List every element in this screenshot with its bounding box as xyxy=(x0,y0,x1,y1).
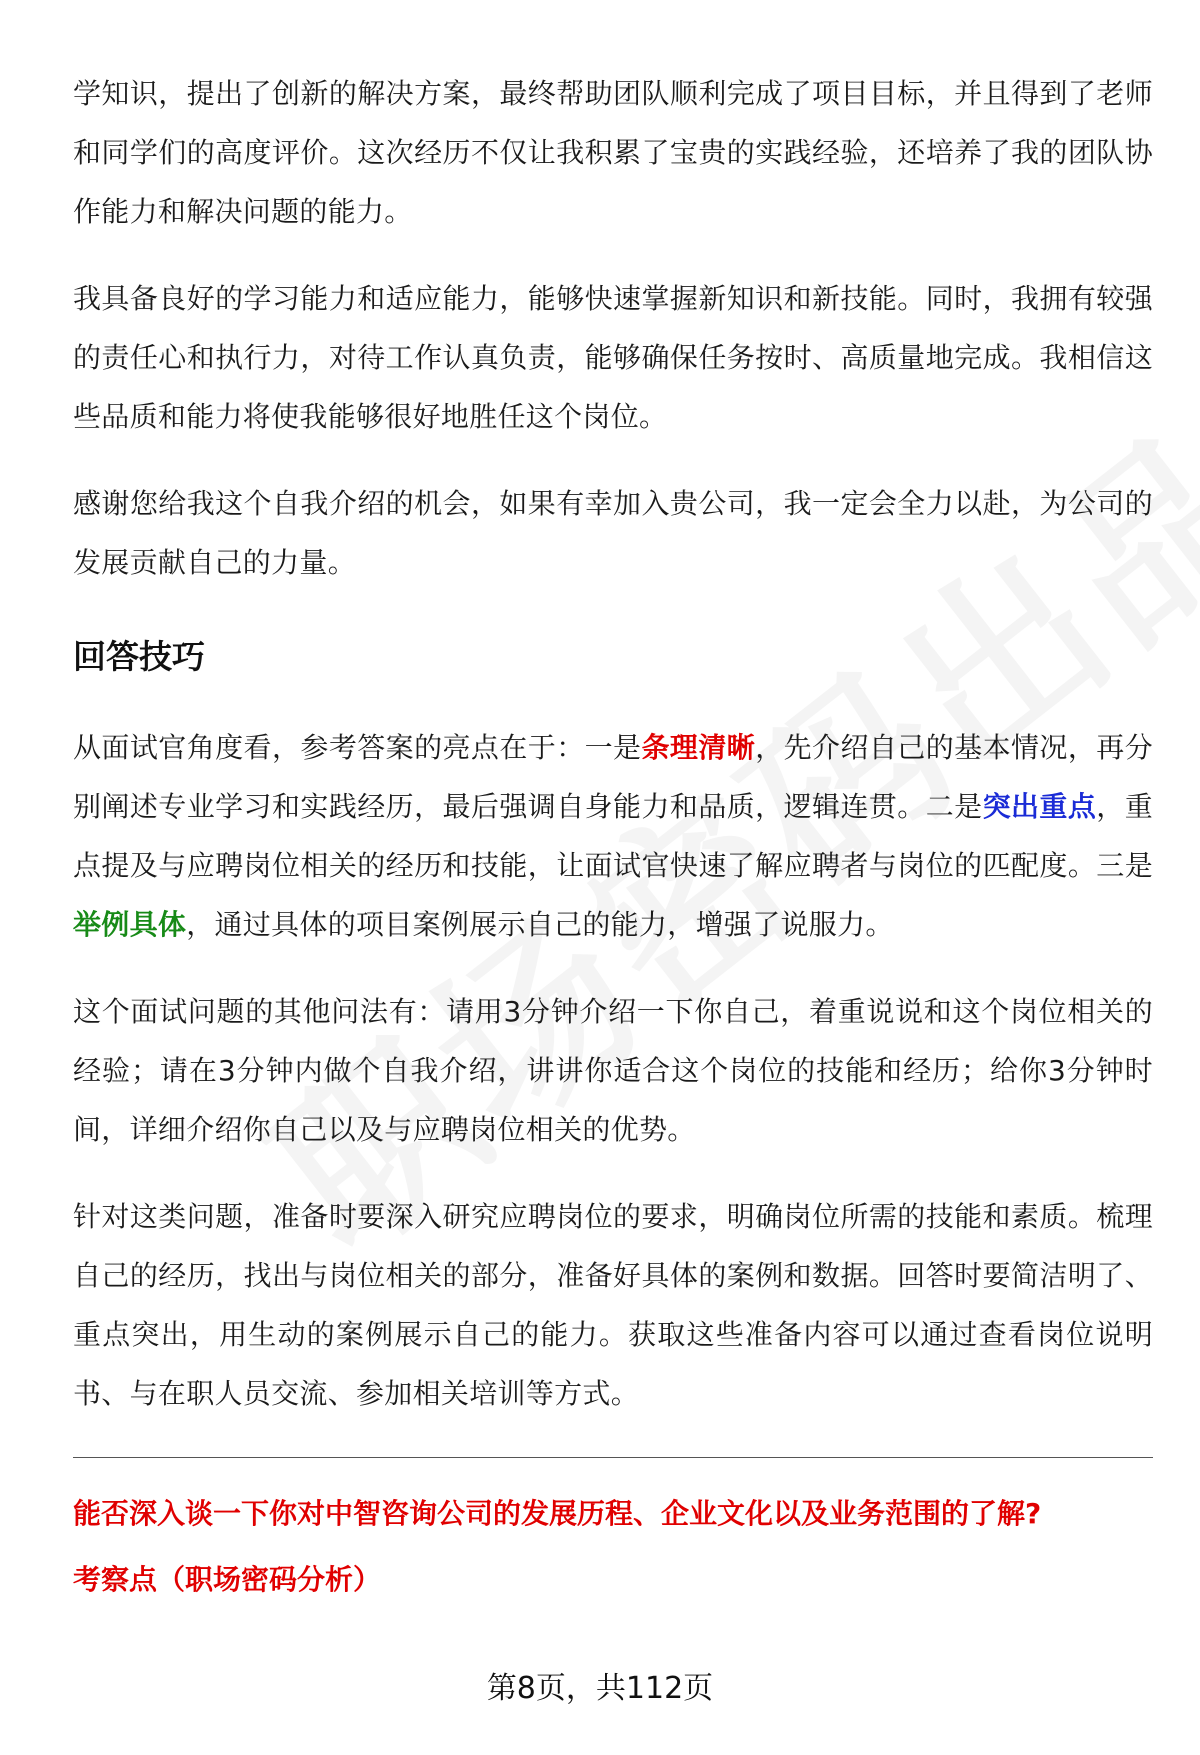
tips-text-d: ，通过具体的项目案例展示自己的能力，增强了说服力。 xyxy=(186,908,894,941)
tips-paragraph-2: 这个面试问题的其他问法有：请用3分钟介绍一下你自己，着重说说和这个岗位相关的经验；请在3分钟内做个自我介绍，讲讲你适合这个岗位的技能和经历；给你3分钟时间，详细介绍你自己以及与应聘岗位相关的优势。 xyxy=(73,995,1153,1146)
highlight-clear-structure: 条理清晰 xyxy=(641,731,756,764)
answer-paragraph-1: 学知识，提出了创新的解决方案，最终帮助团队顺利完成了项目目标，并且得到了老师和同学们的高度评价。这次经历不仅让我积累了宝贵的实践经验，还培养了我的团队协作能力和解决问题的能力。 xyxy=(73,77,1153,228)
focus-label: 考察点（职场密码分析） xyxy=(73,1563,382,1596)
tips-text-a: 从面试官角度看，参考答案的亮点在于：一是 xyxy=(73,731,642,764)
page-number: 第8页，共112页 xyxy=(486,1671,714,1706)
tips-text-b: ，先介绍自己的基本情况，再分别阐述专业学习和实践经历，最后强调自身能力和品质，逻辑连贯。二是 xyxy=(73,731,1153,823)
highlight-key-points: 突出重点 xyxy=(982,790,1097,823)
answer-paragraph-2: 我具备良好的学习能力和适应能力，能够快速掌握新知识和新技能。同时，我拥有较强的责任心和执行力，对待工作认真负责，能够确保任务按时、高质量地完成。我相信这些品质和能力将使我能够很好地胜任这个岗位。 xyxy=(73,282,1153,433)
page-content xyxy=(73,64,1153,1618)
section-heading-tips: 回答技巧 xyxy=(73,637,205,676)
highlight-concrete-examples: 举例具体 xyxy=(73,908,187,941)
tips-paragraph-3: 针对这类问题，准备时要深入研究应聘岗位的要求，明确岗位所需的技能和素质。梳理自己的经历，找出与岗位相关的部分，准备好具体的案例和数据。回答时要简洁明了、重点突出，用生动的案例展示自己的能力。获取这些准备内容可以通过查看岗位说明书、与在职人员交流、参加相关培训等方式。 xyxy=(73,1200,1153,1410)
tips-paragraph-1 xyxy=(73,718,1153,954)
next-question: 能否深入谈一下你对中智咨询公司的发展历程、企业文化以及业务范围的了解? xyxy=(73,1497,1042,1530)
answer-paragraph-3: 感谢您给我这个自我介绍的机会，如果有幸加入贵公司，我一定会全力以赴，为公司的发展贡献自己的力量。 xyxy=(73,487,1153,579)
section-divider xyxy=(73,1457,1153,1458)
tips-text-c: ，重点提及与应聘岗位相关的经历和技能，让面试官快速了解应聘者与岗位的匹配度。三是 xyxy=(73,790,1153,882)
